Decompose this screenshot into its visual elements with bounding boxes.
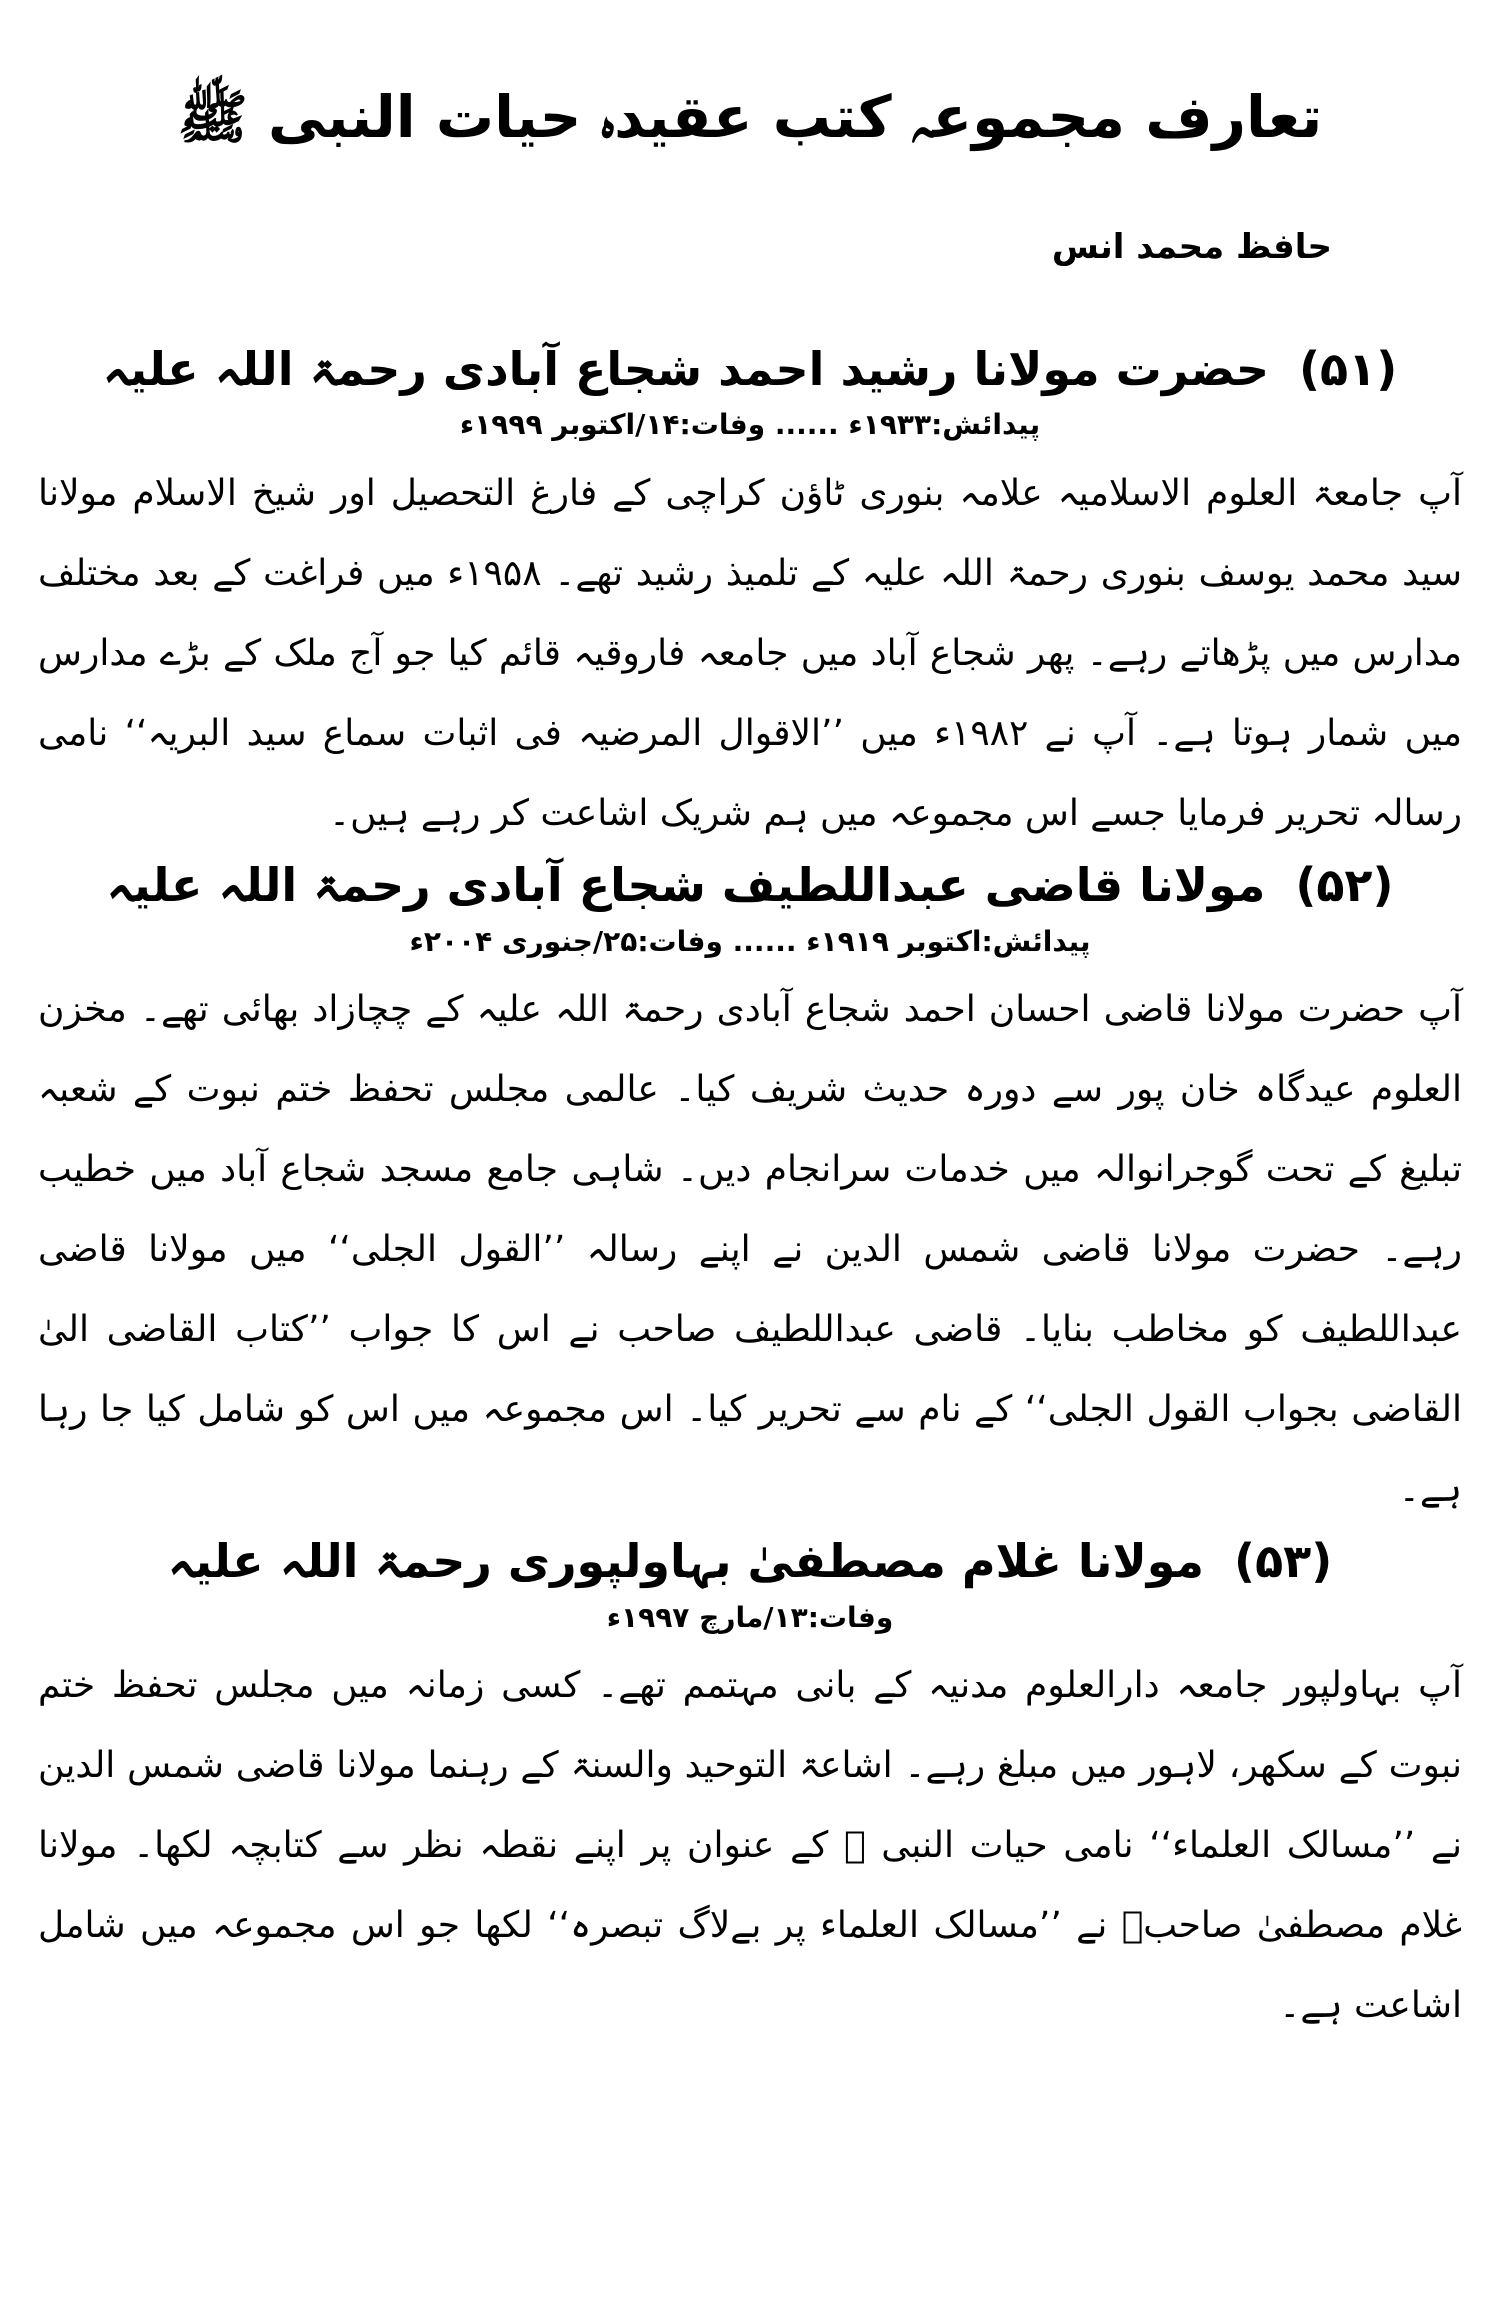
entry-dates: پیدائش:۱۹۳۳ء ...... وفات:۱۴/اکتوبر ۱۹۹۹ء xyxy=(459,408,1041,442)
entry-body: آپ جامعۃ العلوم الاسلامیہ علامہ بنوری ٹاؤن کراچی کے فارغ التحصیل اور شیخ الاسلام مولانا سید محمد یوسف بنوری رحمۃ اللہ علیہ کے تلمیذ رشید تھے۔ ۱۹۵۸ء میں فراغت کے بعد مختلف مدارس میں پڑھاتے رہے۔ پھر شجاع آباد میں جامعہ فاروقیہ قائم کیا جو آج ملک کے بڑے مدارس میں شمار ہوتا ہے۔ آپ نے ۱۹۸۲ء میں ’’الاقوال المرضیہ فی اثبات سماع سید البریہ‘‘ نامی رسالہ تحریر فرمایا جسے اس مجموعہ میں ہم شریک اشاعت کر رہے ہیں۔ xyxy=(38,472,1463,834)
entry-dates: پیدائش:اکتوبر ۱۹۱۹ء ...... وفات:۲۵/جنوری ۲۰۰۴ء xyxy=(409,924,1091,958)
entry-51 xyxy=(38,340,1462,854)
document-page xyxy=(38,40,1462,2270)
entry-number: (۵۳) xyxy=(1234,1533,1333,1588)
entry-number: (۵۱) xyxy=(1299,341,1398,396)
entry-name: مولانا قاضی عبداللطیف شجاع آبادی رحمۃ اللہ علیہ xyxy=(106,857,1266,912)
entry-name: حضرت مولانا رشید احمد شجاع آبادی رحمۃ اللہ علیہ xyxy=(102,341,1269,396)
entry-53 xyxy=(38,1532,1462,2046)
entry-name: مولانا غلام مصطفیٰ بہاولپوری رحمۃ اللہ علیہ xyxy=(167,1533,1205,1588)
entry-heading xyxy=(38,340,1462,400)
entry-heading xyxy=(38,1532,1462,1592)
entry-body: آپ بہاولپور جامعہ دارالعلوم مدنیہ کے بانی مہتمم تھے۔ کسی زمانہ میں مجلس تحفظ ختم نبوت کے سکھر، لاہور میں مبلغ رہے۔ اشاعۃ التوحید والسنۃ کے رہنما مولانا قاضی شمس الدین نے ’’مسالک العلماء‘‘ نامی حیات النبی ﷺ کے عنوان پر اپنے نقطہ نظر سے کتابچہ لکھا۔ مولانا غلام مصطفیٰ صاحبؒ نے ’’مسالک العلماء پر بےلاگ تبصرہ‘‘ لکھا جو اس مجموعہ میں شامل اشاعت ہے۔ xyxy=(38,1665,1462,2027)
entry-body: آپ حضرت مولانا قاضی احسان احمد شجاع آبادی رحمۃ اللہ علیہ کے چچازاد بھائی تھے۔ مخزن العلوم عیدگاہ خان پور سے دورہ حدیث شریف کیا۔ عالمی مجلس تحفظ ختم نبوت کے شعبہ تبلیغ کے تحت گوجرانوالہ میں خدمات سرانجام دیں۔ شاہی جامع مسجد شجاع آباد میں خطیب رہے۔ حضرت مولانا قاضی شمس الدین نے اپنے رسالہ ’’القول الجلی‘‘ میں مولانا قاضی عبداللطیف کو مخاطب بنایا۔ قاضی عبداللطیف صاحب نے اس کا جواب ’’کتاب القاضی الیٰ القاضی بجواب القول الجلی‘‘ کے نام سے تحریر کیا۔ اس مجموعہ میں اس کو شامل کیا جا رہا ہے۔ xyxy=(38,988,1462,1510)
entry-dates: وفات:۱۳/مارچ ۱۹۹۷ء xyxy=(606,1600,894,1634)
document-title: تعارف مجموعہ کتب عقیدہ حیات النبی ﷺ xyxy=(177,83,1323,151)
entry-52 xyxy=(38,856,1462,1530)
entry-number: (۵۲) xyxy=(1295,857,1394,912)
entry-heading xyxy=(38,856,1462,916)
author-name: حافظ محمد انس xyxy=(1051,227,1332,268)
